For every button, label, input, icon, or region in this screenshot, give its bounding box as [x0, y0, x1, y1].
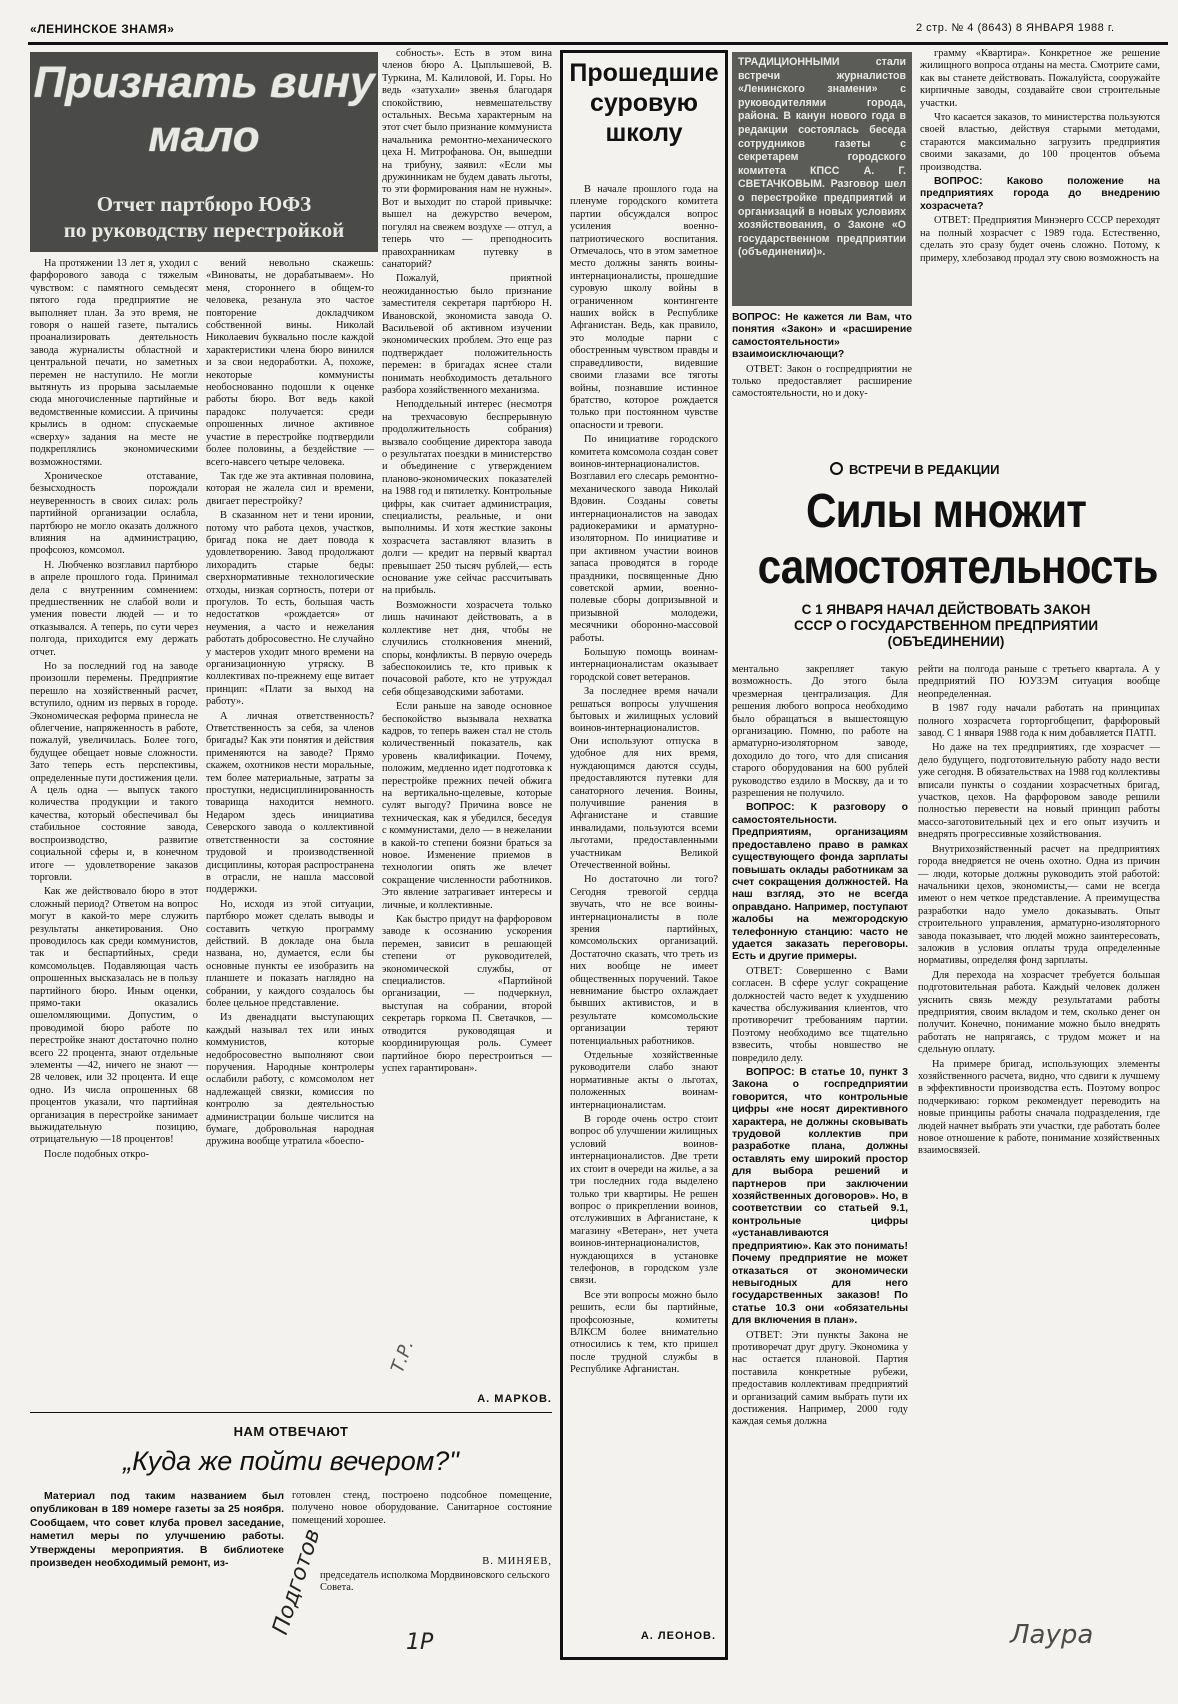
- paragraph: ментально закрепляет такую возможность. До этого была чрезмерная централизация. Для решения любого вопроса необходимо было обращаться в вышестоящую организацию. Помню, по работе на арматурно-изоляторном заводе, доходило до того, что для списания старого оборудования на 600 рублей руководство ездило в Москву, да и то разрешения не получило.: [732, 664, 908, 800]
- question: ВОПРОС: К разговору о самостоятельности. Предприятиям, организациям предоставлено право в рамках существующего фонда зарплаты повышать оклады работникам за счет сокращения должностей. На наш взгляд, это не всегда оправдано. Например, поступают жалобы на межгородскую телефонную станцию: часто не удается заказать переговоры. Есть и другие примеры.: [732, 802, 908, 963]
- handwritten-note: Подготов: [268, 1525, 326, 1638]
- answer: ОТВЕТ: Совершенно с Вами согласен. В сфере услуг сокращение должностей часто ведет к ухудшению качества обслуживания клиентов, что противоречит требованиям партии. Поэтому необходимо все тщательно взвесить, чтобы новшество не повредило делу.: [732, 965, 908, 1064]
- bottom-rubric: НАМ ОТВЕЧАЮТ: [233, 1424, 349, 1439]
- article1-headline-block: [30, 52, 378, 252]
- paragraph: Н. Любченко возглавил партбюро в апреле прошлого года. Принимал дела с внутренним сомнением: предшественник не слабой воли и умения повести людей — и то отказывался. А теперь, по сути через полгода, приходится ему держать отчет.: [30, 559, 198, 658]
- question: ВОПРОС: В статье 10, пункт 3 Закона о госпредприятии говорится, что контрольные цифры «не носят директивного характера, не должны сковывать трудовой коллектив при разработке плана, должны оставлять ему широкий простор для выбора решений и партнеров при заключении хозяйственных договоров». Но, в соответствии со статьей 9.1, контрольные цифры «устанавливаются предприятию». Как это понимать! Почему предприятие не может отказаться от экономически невыгодных для него государственных заказов! По статье 10.3 они «обязательны для включения в план».: [732, 1067, 908, 1327]
- article2-title-line2: суровую: [589, 89, 699, 117]
- paragraph: Возможности хозрасчета только лишь начинают действовать, а в коллективе нет дня, чтобы не случились столкновения мнений, споры, конфликты. В первую очередь забеспокоились те, кто привык к почасовой работе, кто не утруждал себя общезаводскими заботами.: [382, 599, 552, 698]
- paragraph: Из двенадцати выступающих каждый называл тех или иных коммунистов, которые недобросовестно выполняют свои поручения. Народные контролеры ослабили работу, с комсомолом нет надлежащей связки, комиссия по контролю за деятельностью администрации больше числится на бумаге, добровольная народная дружина вообще утратила «боеспо-: [206, 1012, 374, 1148]
- article1-column3: [382, 48, 552, 1388]
- paragraph: Но даже на тех предприятиях, где хозрасчет — дело будущего, подготовительную работу надо вести уже сегодня. В обязательствах на 1988 год коллективы вписали пункты о создании хозрасчетных бригад, участков, цехов. На фарфоровом заводе решили полностью перевести на новый принцип работы массо-заготовительный цех и его опыт изучить и внедрять прогрессивные хозяйствования.: [918, 742, 1160, 841]
- paragraph: Большую помощь воинам-интернационалистам оказывает городской совет ветеранов.: [570, 647, 718, 683]
- article3-intro-box: [732, 52, 912, 306]
- paragraph: Но достаточно ли того? Сегодня тревогой сердца звучать, что не все воины-интернационалисты в поле зрения партийных, комсомольских организаций. Достаточно сказать, что треть из них вообще не имеет общественных поручений. Такое невнимание быстро охлаждает бывших активистов, и в результате комсомольские организации теряют потенциальных работников.: [570, 874, 718, 1047]
- bottom-title: „Куда же пойти вечером?": [123, 1446, 459, 1476]
- header-rule: [28, 42, 1168, 45]
- paragraph: Внутрихозяйственный расчет на предприятиях города внедряется не очень охотно. Одна из причин — люди, которые должны руководить этой работой: начальники цехов, экономисты,— сами не всегда имеют о нем четкое представление. А преимущества разработки надо умело доказывать. Опыт строительного управления, арматурно-изоляторного завода показывает, что людей можно заинтересовать, заложив в условия оплаты труда определенные нормативы, определяя фонд зарплаты.: [918, 843, 1160, 967]
- bottom-signature: В. МИНЯЕВ,: [482, 1556, 552, 1567]
- article2-title-line3: школу: [605, 119, 683, 147]
- paragraph: Материал под таким названием был опубликован в 189 номере газеты за 25 ноября. Сообщаем, что совет клуба провел заседание, наметил меры по улучшению работы. Утверждены мероприятия. В библиотеке произведен необходимый ремонт, из-: [30, 1490, 284, 1570]
- paragraph: По инициативе городского комитета комсомола создан совет воинов-интернационалистов. Возглавил его слесарь ремонтно-механического завода Николай Вдовин. Созданы советы интернационалистов на заводах радиокерамики и арматурно-изоляторном. По инициативе и при активном участии воинов запаса проводятся в городе праздники, посвященные Дню советской армии, военно-полевые сборы допризывной и призывной молодежи, месячники оборонно-массовой работы.: [570, 434, 718, 644]
- article3-rubric: [830, 462, 999, 477]
- article1-title-line1: Признать вину: [33, 58, 375, 107]
- paragraph: Все эти вопросы можно было решить, если бы партийные, профсоюзные, комитеты ВЛКСМ более внимательно относились к тем, кто пришел после трудной службы в Республике Афганистан.: [570, 1289, 718, 1376]
- paragraph: готовлен стенд, построено подсобное помещение, получено новое оборудование. Санитарное состояние помещений хорошее.: [292, 1490, 552, 1526]
- answer: ОТВЕТ: Предприятия Минэнерго СССР переходят на полный хозрасчет с 1989 года. Естественно, сделать это сразу будет очень сложно. Потому, к примеру, хлебозавод продал эту свою возможность на: [920, 215, 1160, 264]
- article2-title: [566, 58, 722, 148]
- article1-title-line2: мало: [148, 112, 260, 161]
- article3-intro: ТРАДИЦИОННЫМИ стали встречи журналистов «Ленинского знамени» с руководителями города, района. В канун нового года в редакции состоялась беседа сотрудников газеты с секретарем городского комитета КПСС А. Г. СВЕТАЧКОВЫМ. Разговор шел о перестройке предприятий и организаций в новых условиях хозяйствования, о Законе «О государственном предприятии (объединении)».: [738, 56, 906, 259]
- paragraph: Если раньше на заводе основное беспокойство вызывала нехватка кадров, то теперь важен стал не столь количественный показатель, как уровень квалификации. Почему, положим, медленно идет подготовка к перестройке прежних печей обжига на вертикально-щелевые, которые сулят выгоду? Причина вовсе не техническая, как я убедился, беседуя с коммунистами, дело — в нежелании в какой-то степени боязни браться за новое. Изменение приемов в технологии опять же влечет сокращение численности работников. Это явление затрагивает интересы и личные, и коллективные.: [382, 701, 552, 911]
- bottom-right-text: [292, 1490, 552, 1550]
- paragraph: На примере бригад, использующих элементы хозяйственного расчета, видно, что сдвиги к лучшему в эффективности производства есть. Поэтому вопрос подчеркиваю: горком рекомендует переводить на новые принципы работы сначала подразделения, где людей начнет выбрать эти участки, где работать более новое отношение к работе, понимание хозяйственных взаимосвязей.: [918, 1058, 1160, 1157]
- issue-info: 2 стр. № 4 (8643) 8 ЯНВАРЯ 1988 г.: [916, 22, 1115, 34]
- paragraph: Что касается заказов, то министерства пользуются своей властью, действуя старыми методами, стараются максимально загрузить предприятия своими заказами, до 100 процентов объема производства.: [920, 112, 1160, 173]
- circle-icon: [830, 462, 843, 475]
- paragraph: Пожалуй, приятной неожиданностью было признание заместителя секретаря партбюро Н. Ивановской, экономиста завода О. Васильевой об активном изучении экономических проблем. Это еще раз подтверждает положительность перемен: в бригадах яснее стали понимать необходимость детального разбора хозяйственного механизма.: [382, 273, 552, 396]
- paragraph: Но за последний год на заводе произошли перемены. Предприятие перешло на хозяйственный расчет, вступило, одним из первых в городе. Экономическая реформа принесла не облегчение, напряженность в работе, пожалуй, увеличилась. Более того, будущее обещает новые сложности. Зато теперь есть перспективы, определенные пути достижения цели. А цель одна — выпуск такого количества продукции и такого качества, который обеспечивал бы стабильное состояние завода, воспроизводство, развитие социальной сферы и, в конечном итоге — удовлетворение заказов торговли.: [30, 661, 198, 883]
- paragraph: Но, исходя из этой ситуации, партбюро может сделать выводы и составить четкую программу действий. В докладе она была названа, но, думается, если бы основные пункты ее изобразить на планшете и показать наглядно на собрании, у каждого создалось бы более цельное представление.: [206, 898, 374, 1009]
- rubric-text: ВСТРЕЧИ В РЕДАКЦИИ: [849, 462, 1000, 477]
- paragraph: Так где же эта активная половина, которая не жалела сил и времени, двигает перестройку?: [206, 470, 374, 507]
- article3-right-top: [920, 48, 1160, 458]
- article3-column-b: [918, 664, 1160, 1654]
- paragraph: За последнее время начали решаться вопросы улучшения бытовых и жилищных условий воинов-интернационалистов. Они используют отпуска в удобное для них время, нуждающимся даются ссуды, предоставляются путевки для санаторного лечения. Воины, получившие ранения в Афганистане и ставшие инвалидами, пользуются всеми льготами, предоставленными участникам Великой Отечественной войны.: [570, 686, 718, 871]
- bottom-rule: [30, 1412, 552, 1413]
- article1-column2: [206, 258, 374, 1408]
- bottom-signature-role: председатель исполкома Мордвиновского сельского Совета.: [320, 1570, 550, 1594]
- subtitle-line1: С 1 ЯНВАРЯ НАЧАЛ ДЕЙСТВОВАТЬ ЗАКОН: [801, 602, 1091, 617]
- paragraph: Хроническое отставание, безысходность порождали неуверенность в своих силах: роль партийной организации ослабла, партбюро не могло оказать должного влияния на администрацию, профсоюз, комсомол.: [30, 470, 198, 557]
- paragraph: Как же действовало бюро в этот сложный период? Ответом на вопрос могут в какой-то мере служить результаты анкетирования. Оно проводилось как среди коммунистов, так и беспартийных, среди комсомольцев. Подавляющая часть опрошенных высказалась не в пользу партийного бюро. Иным оценки, прямо-таки оказались ошеломляющими. Допустим, о проводимой бюро работе по перестройке знают достаточно полно всего 22 процента, знают отдельные элементы —42, ничего не знают — 28 человек, или 32 процента. И еще одно. Из числа опрошенных 68 процентов указали, что партийная организация в перестройке занимает выжидательную позицию, отрицательную —18 процентов!: [30, 886, 198, 1146]
- answer: ОТВЕТ: Закон о госпредприятии не только предоставляет расширение самостоятельности, но и доку-: [732, 363, 912, 400]
- paragraph: Неподдельный интерес (несмотря на трехчасовую беспрерывную продолжительность собрания) вызвало сообщение директора завода о результатах поездки в министерство и объединение с утверждением планово-экономических показателей на 1988 год и пятилетку. Контрольные цифры, как считает администрация, специалисты, реальные, и они выполнимы. И хотя жесткие законы хозрасчета заставляют влазить в долги — кредит на первый квартал превышает 250 тысяч рублей,— есть основание уже сейчас рассчитывать на прибыль.: [382, 399, 552, 597]
- paragraph: Для перехода на хозрасчет требуется большая подготовительная работа. Каждый человек должен уяснить связь между результатами работы предприятия, своим вкладом и тем, сколько денег он получит. Конечно, понимание можно было внедрять работать не напрягаясь, с трудом может и на сдельную оплату.: [918, 969, 1160, 1056]
- article1-subtitle-line2: по руководству перестройкой: [63, 218, 345, 242]
- answer: ОТВЕТ: Эти пункты Закона не противоречат друг другу. Экономика у нас остается плановой. Партия поставила конкретные рубежи, предоставив коллективам предприятий и организаций самим выбрать пути их достижения. Например, 2000 году каждая семья должна: [732, 1329, 908, 1428]
- article3-qa-left: [732, 312, 912, 458]
- handwritten-note: 1Р: [406, 1630, 434, 1655]
- article3-title-line1: Силы множит: [805, 485, 1087, 538]
- question: ВОПРОС: Каково положение на предприятиях города до внедрению хозрасчета?: [920, 176, 1160, 212]
- question: ВОПРОС: Не кажется ли Вам, что понятия «Закон» и «расширение самостоятельности» взаимоисключающи?: [732, 312, 912, 361]
- paragraph: вений невольно скажешь: «Виноваты, не дорабатываем». Но меня, стороннего в общем-то человека, резанула это частое повторение докладчиком собственной вины. Николай Николаевич буквально после каждой характеристики члена бюро винился и за свои недоработки. А, похоже, некоторые коммунисты необоснованно подошли к оценке работы бюро. Вот ведь какой парадокс получается: среди опрошенных личное активное участие в перестройке подтвердили более половины, а бездействие — всего-навсего четыре человека.: [206, 258, 374, 468]
- handwritten-note: Т.Р.: [387, 1337, 419, 1376]
- paragraph: рейти на полгода раньше с третьего квартала. А у предприятий ПО ЮУЗЭМ ситуация вообще неопределенная.: [918, 664, 1160, 700]
- paragraph: В 1987 году начали работать на принципах полного хозрасчета горторгобщепит, фарфоровый завод. С 1 января 1988 года к ним добавляется ПАТП.: [918, 703, 1160, 740]
- paper-name: «ЛЕНИНСКОЕ ЗНАМЯ»: [30, 22, 175, 36]
- subtitle-line2: СССР О ГОСУДАРСТВЕННОМ ПРЕДПРИЯТИИ: [793, 618, 1099, 633]
- paragraph: грамму «Квартира». Конкретное же решение жилищного вопроса отданы на места. Смотрите сами, как вы станете действовать. Пожалуйста, сооружайте кирпичные заводы, создавайте свои строительные участки.: [920, 48, 1160, 109]
- article2-author: А. ЛЕОНОВ.: [640, 1630, 716, 1642]
- paragraph: На протяжении 13 лет я, уходил с фарфорового завода с тяжелым чувством: с памятного семьдесят пятого года предприятие не выполняет план. За это время, не говоря о нашей газете, пытались проанализировать деятельность завода журналисты областной и центральной печати, но заметных перемен не наступило. Не могли вытянуть из прорыва засылаемые сюда многочисленные партийные и ведомственные комиссии. А причины крылись в одном: спускаемые «сверху» задания на месте не подкреплялись экономическими возможностями.: [30, 258, 198, 468]
- handwritten-note: Лаура: [1010, 1620, 1094, 1650]
- article1-subtitle-line1: Отчет партбюро ЮФЗ: [96, 192, 312, 216]
- paragraph: После подобных откро-: [44, 1148, 150, 1160]
- article2-column: [570, 184, 718, 1624]
- article3-column-a: [732, 664, 908, 1654]
- paragraph: собность». Есть в этом вина членов бюро А. Цыплышевой, В. Туркина, М. Калиловой, И. Горы. Но ведь «затухали» звенья благодаря спокойствию, невмешательству остальных. Весьма характерным на этот счет было признание коммуниста начальника ремонтно-механического цеха Н. Митрофанова. Он, вышедши на трибуну, заявил: «Если мы дружинникам не будем давать льготы, то эти формирования нам не нужны». Вот и выходит по старой привычке: вышел на дежурство вечером, погулял на свежем воздухе — отгул, а теперь что — преподносить правохранникам путевку в санаторий?: [382, 48, 552, 270]
- paragraph: Как быстро придут на фарфоровом заводе к осознанию ускорения перемен, зависит в решающей степени от руководителей, экономической службы, от специалистов. «Партийной организации, — подчеркнул, выступая на собрании, второй секретарь горкома П. Светачков, — отводится руководящая и координирующая роль. Сумеет партийное бюро перестроиться — успех гарантирован».: [382, 914, 552, 1074]
- paragraph: В городе очень остро стоит вопрос об улучшении жилищных условий воинов-интернационалистов. Две трети их стоит в очереди на жилье, а за три последних года выделено только три квартиры. Не решен вопрос о прикреплении воинов, отслуживших в Афганистане, к магазину «Ветеран», нет учета воинов-интернационалистов, нуждающихся в установке телефонов, в городском узле связи.: [570, 1114, 718, 1287]
- paragraph: Отдельные хозяйственные руководители слабо знают нормативные акты о льготах, положенных воинам-интернационалистам.: [570, 1050, 718, 1111]
- paragraph: В начале прошлого года на пленуме городского комитета партии обсуждался вопрос усиления военно-патриотического воспитания. Отмечалось, что в этом заметное место должны занять воины-интернационалисты, прошедшие суровую школу войны в ограниченном контингенте наших войск в Республике Афганистан. Ведь, как правило, это молодые парни с обостренным чувством правды и справедливости, видевшие своими глазами все тяготы войны, познавшие истинное братство, которое рождается только при постоянном чувстве опасности и тревоги.: [570, 184, 718, 431]
- paragraph: В сказанном нет и тени иронии, потому что работа цехов, участков, бригад пока не дает повода к удовлетворению. Завод продолжают лихорадить старые беды: сверхнормативные технологические отходы, низкая сортность, потери от прогулов. То есть, большая часть недостатков «рождается» от неумения, а часто и нежелания работать добросовестно. Не случайно у мастеров уходит много времени на организационную утряску. В коллективах по-прежнему еще витает принцип: «Плати за выход на работу».: [206, 510, 374, 708]
- subtitle-line3: (ОБЪЕДИНЕНИИ): [887, 634, 1005, 649]
- article1-column1: [30, 258, 198, 1408]
- article3-title-line2: самостоятельность: [757, 541, 1158, 594]
- article3-subtitle: [732, 602, 1160, 650]
- article2-title-line1: Прошедшие: [569, 59, 719, 87]
- paragraph: А личная ответственность? Ответственность за себя, за членов бригады? Как эти понятия и действия применяются на заводе? Прямо скажем, охотников нести моральные, тем более материальные, затраты за проступки, недисциплинированность товарища находится немного. Недаром здесь инициатива Северского завода о коллективной ответственности за состояние трудовой и производственной дисциплины, которая распространена в отрасли, не нашла массовой поддержки.: [206, 710, 374, 896]
- article1-author: А. МАРКОВ.: [477, 1393, 552, 1405]
- bottom-left-text: [30, 1490, 284, 1570]
